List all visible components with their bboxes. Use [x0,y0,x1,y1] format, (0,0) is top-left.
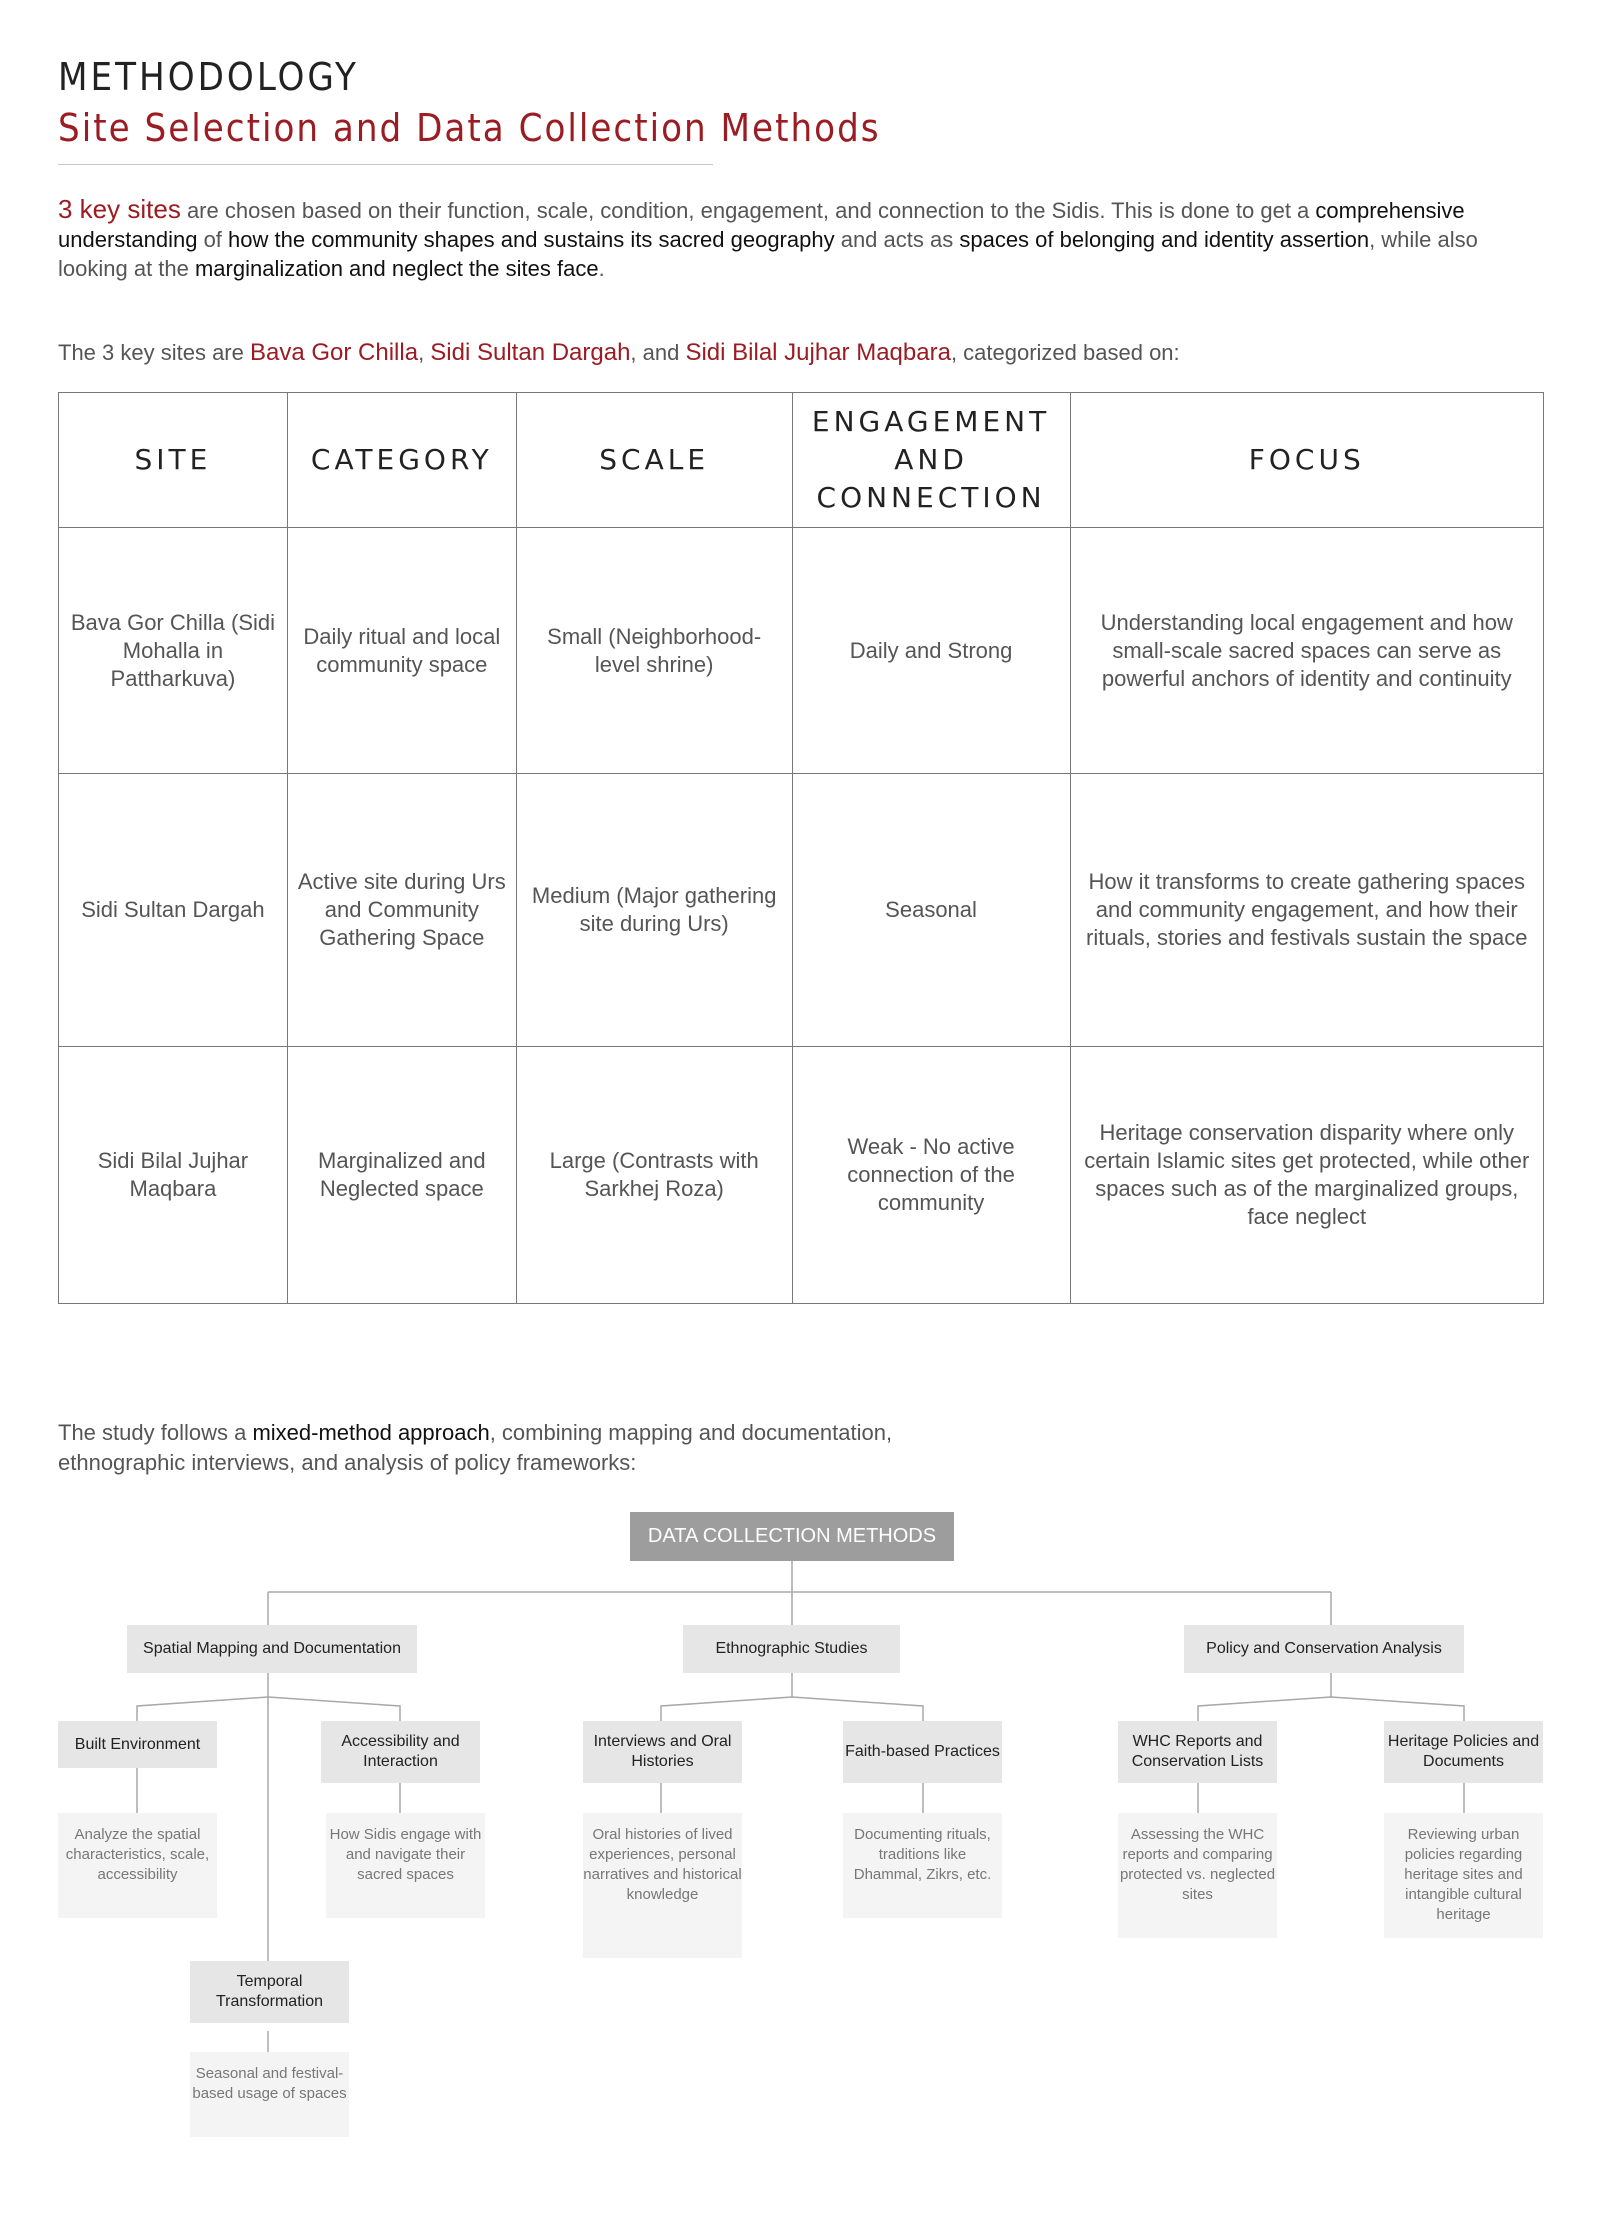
intro-text: , while also looking at the [58,227,1478,281]
table-cell: Sidi Sultan Dargah [59,774,288,1047]
intro-highlight: 3 key sites [58,194,181,224]
site-name: Bava Gor Chilla [249,339,419,366]
column-header-engagement: ENGAGEMENT AND CONNECTION [792,393,1070,528]
sub-faith-based-practices: Faith-based Practices [843,1721,1002,1783]
table-cell: Daily and Strong [792,528,1070,774]
sites-text: , [418,340,431,365]
sites-text: The 3 key sites are [58,340,250,365]
table-cell: Weak - No active connection of the community [792,1047,1070,1304]
leaf-temporal-transformation: Seasonal and festival-based usage of spaces [190,2052,349,2137]
category-spatial-mapping: Spatial Mapping and Documentation [127,1625,417,1673]
table-cell: Active site during Urs and Community Gathering Space [287,774,516,1047]
intro-emphasis: how the community shapes and sustains its sacred geography [228,227,835,252]
leaf-faith-based-practices: Documenting rituals, traditions like Dhammal, Zikrs, etc. [843,1813,1002,1918]
table-cell: Large (Contrasts with Sarkhej Roza) [516,1047,792,1304]
column-header-scale: SCALE [516,393,792,528]
sub-whc-reports: WHC Reports and Conservation Lists [1118,1721,1277,1783]
leaf-interviews-oral-histories: Oral histories of lived experiences, personal narratives and historical knowledge [583,1813,742,1958]
table-cell: Small (Neighborhood-level shrine) [516,528,792,774]
leaf-heritage-policies: Reviewing urban policies regarding heritage sites and intangible cultural heritage [1384,1813,1543,1938]
intro-emphasis: comprehensive understanding [58,198,1465,252]
table-cell: Medium (Major gathering site during Urs) [516,774,792,1047]
column-header-focus: FOCUS [1070,393,1543,528]
sub-interviews-oral-histories: Interviews and Oral Histories [583,1721,742,1783]
method-text: The study follows a [58,1420,253,1445]
page-subtitle: Site Selection and Data Collection Methods [58,106,881,150]
table-cell: Bava Gor Chilla (Sidi Mohalla in Pattharkuva) [59,528,288,774]
table-cell: Heritage conservation disparity where only certain Islamic sites get protected, while other spaces such as of the marginalized groups, face neglect [1070,1047,1543,1304]
table-cell: Seasonal [792,774,1070,1047]
intro-text: and acts as [834,227,960,252]
table-cell: How it transforms to create gathering spaces and community engagement, and how their rituals, stories and festivals sustain the space [1070,774,1543,1047]
leaf-whc-reports: Assessing the WHC reports and comparing protected vs. neglected sites [1118,1813,1277,1938]
category-ethnographic-studies: Ethnographic Studies [683,1625,900,1673]
site-name: Sidi Bilal Jujhar Maqbara [685,339,951,366]
table-cell: Marginalized and Neglected space [287,1047,516,1304]
site-name: Sidi Sultan Dargah [430,339,631,366]
column-header-category: CATEGORY [287,393,516,528]
leaf-built-environment: Analyze the spatial characteristics, scale, accessibility [58,1813,217,1918]
sub-heritage-policies: Heritage Policies and Documents [1384,1721,1543,1783]
sub-accessibility-interaction: Accessibility and Interaction [321,1721,480,1783]
column-header-site: SITE [59,393,288,528]
intro-text: are chosen based on their function, scale, condition, engagement, and connection to the Sidis. This is done to get a [180,198,1316,223]
intro-emphasis: marginalization and neglect the sites face [194,256,599,281]
table-cell: Sidi Bilal Jujhar Maqbara [59,1047,288,1304]
diagram-root: DATA COLLECTION METHODS [630,1512,954,1561]
method-emphasis: mixed-method approach [252,1420,490,1445]
sub-built-environment: Built Environment [58,1721,217,1768]
category-policy-analysis: Policy and Conservation Analysis [1184,1625,1464,1673]
intro-text: of [197,227,229,252]
leaf-accessibility-interaction: How Sidis engage with and navigate their sacred spaces [326,1813,485,1918]
method-text: , combining mapping and documentation, ethnographic interviews, and analysis of policy frameworks: [58,1420,893,1475]
sites-text: , categorized based on: [950,340,1180,365]
sub-temporal-transformation: Temporal Transformation [190,1961,349,2023]
page-title: METHODOLOGY [58,55,359,99]
intro-emphasis: spaces of belonging and identity assertion [959,227,1370,252]
table-cell: Understanding local engagement and how small-scale sacred spaces can serve as powerful anchors of identity and continuity [1070,528,1543,774]
intro-text: . [598,256,605,281]
table-cell: Daily ritual and local community space [287,528,516,774]
sites-text: , and [630,340,686,365]
